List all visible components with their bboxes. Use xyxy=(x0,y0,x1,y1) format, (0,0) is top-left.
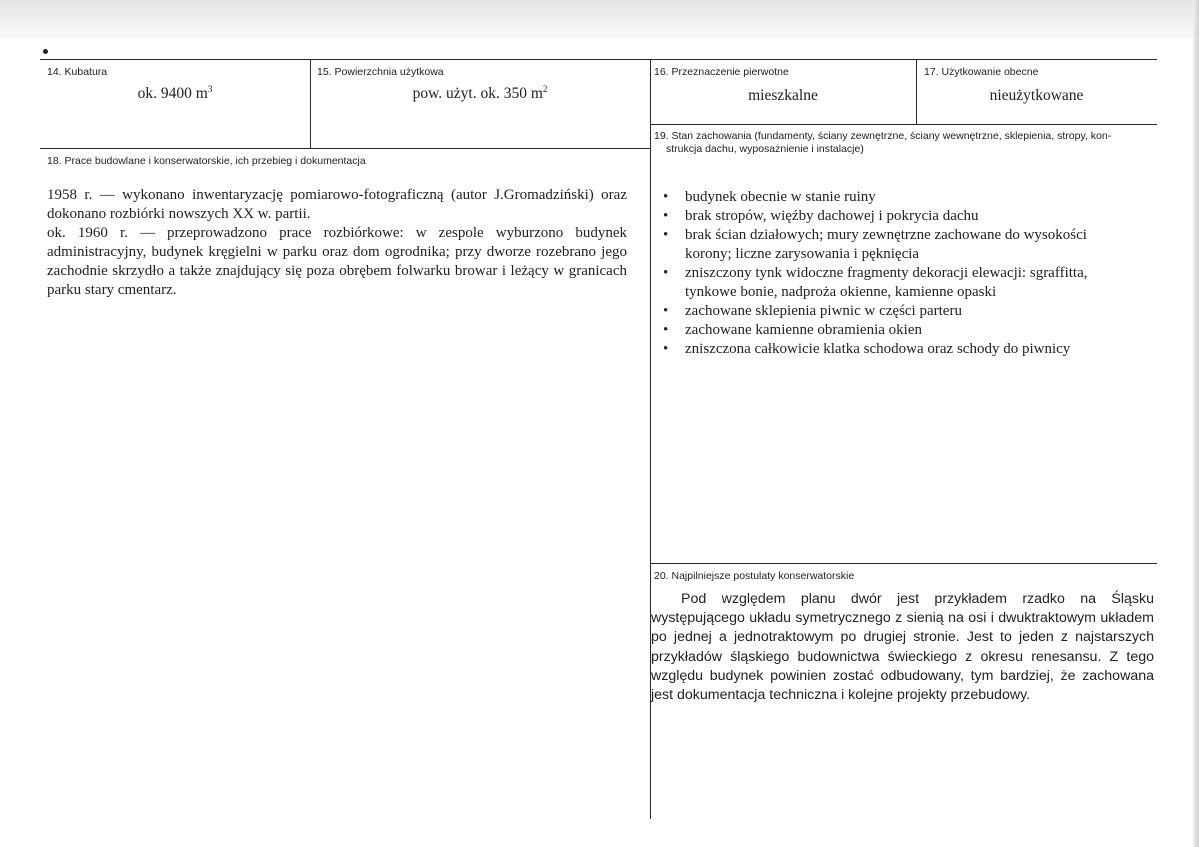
bullet-icon: • xyxy=(663,322,669,338)
stan-label-line1: 19. Stan zachowania (fundamenty, ściany zewnętrzne, ściany wewnętrzne, sklepienia, stropy, kon- xyxy=(654,130,1112,142)
scan-top-shadow xyxy=(0,0,1199,38)
prace-paragraph-1960: ok. 1960 r. — przeprowadzono prace rozbiórkowe: w zespole wyburzono budynek administracyjny, budynek kręgielni w parku oraz dom ogrodnika; przy dworze rozebrano jego zachodnie skrzydło a także znajdujący się poza obrębem folwarku browar i leżący w granicach parku stary cmentarz. xyxy=(47,225,627,298)
stan-item-text: zniszczona całkowicie klatka schodowa oraz schody do piwnicy xyxy=(685,341,1071,357)
stan-item-text: zachowane kamienne obramienia okien xyxy=(685,322,922,338)
postulaty-label: 20. Najpilniejsze postulaty konserwatorskie xyxy=(654,570,855,582)
uzytkowanie-label: 17. Użytkowanie obecne xyxy=(924,66,1039,78)
stan-item-text: zachowane sklepienia piwnic w części parteru xyxy=(685,303,962,319)
powierzchnia-number: pow. użyt. ok. 350 m xyxy=(412,85,543,102)
bullet-icon: • xyxy=(663,265,669,281)
top-rule xyxy=(40,59,1157,60)
stan-item xyxy=(660,188,1132,207)
stan-item xyxy=(660,340,1132,359)
stan-item xyxy=(660,264,1132,302)
przeznaczenie-value: mieszkalne xyxy=(748,87,818,104)
row-rule-right xyxy=(650,124,1157,125)
postulaty-text: Pod względem planu dwór jest przykładem rzadko na Śląsku występującego układu symetrycznego z sienią na osi i dwuktraktowym układem po jednej a jednotraktowym po drugiej stronie. Jest to jeden z najstarszych przykładów śląskiego budownictwa świeckiego z okresu renesansu. Z tego względu budynek powinien zostać odbudowany, tym bardziej, że zachowana jest dokumentacja techniczna i kolejne projekty przebudowy. xyxy=(651,591,1154,704)
postulaty-rule xyxy=(650,563,1157,564)
prace-paragraph-1958: 1958 r. — wykonano inwentaryzację pomiarowo-fotograficzną (autor J.Gromadziński) oraz dokonano rozbiórki nowszych XX w. partii. xyxy=(47,187,627,222)
kubatura-number: ok. 9400 m xyxy=(137,85,208,102)
stan-item xyxy=(660,226,1132,264)
stan-item xyxy=(660,207,1132,226)
bullet-icon: • xyxy=(663,208,669,224)
kubatura-label: 14. Kubatura xyxy=(47,66,108,78)
bullet-icon: • xyxy=(663,341,669,357)
stan-item-text: budynek obecnie w stanie ruiny xyxy=(685,189,876,205)
stan-item-text: brak stropów, więźby dachowej i pokrycia dachu xyxy=(685,208,979,224)
powierzchnia-exponent: 2 xyxy=(542,83,548,94)
stan-list xyxy=(660,188,1132,359)
uzytkowanie-value: nieużytkowane xyxy=(989,87,1084,104)
row-rule-left xyxy=(40,148,650,149)
bullet-icon: • xyxy=(663,227,669,243)
kubatura-value xyxy=(40,85,310,103)
bullet-icon: • xyxy=(663,189,669,205)
scan-right-edge xyxy=(1193,0,1199,847)
stan-item xyxy=(660,302,1132,321)
prace-text xyxy=(47,186,627,300)
stan-item-text: zniszczony tynk widoczne fragmenty dekoracji elewacji: sgraffitta, tynkowe bonie, nadproża okienne, kamienne opaski xyxy=(685,265,1088,300)
stan-label-line2: strukcja dachu, wyposażnienie i instalacje) xyxy=(666,143,864,155)
powierzchnia-value xyxy=(340,85,620,103)
stan-label xyxy=(654,130,1111,156)
stan-item xyxy=(660,321,1132,340)
divider-14-15 xyxy=(310,59,311,148)
bullet-icon: • xyxy=(663,303,669,319)
stan-item-text: brak ścian działowych; mury zewnętrzne zachowane do wysokości korony; liczne zarysowania i pęknięcia xyxy=(685,227,1087,262)
kubatura-exponent: 3 xyxy=(207,83,213,94)
przeznaczenie-label: 16. Przeznaczenie pierwotne xyxy=(654,66,789,78)
margin-dot xyxy=(43,49,48,54)
prace-label: 18. Prace budowlane i konserwatorskie, ich przebieg i dokumentacja xyxy=(47,155,366,167)
powierzchnia-label: 15. Powierzchnia użytkowa xyxy=(317,66,444,78)
